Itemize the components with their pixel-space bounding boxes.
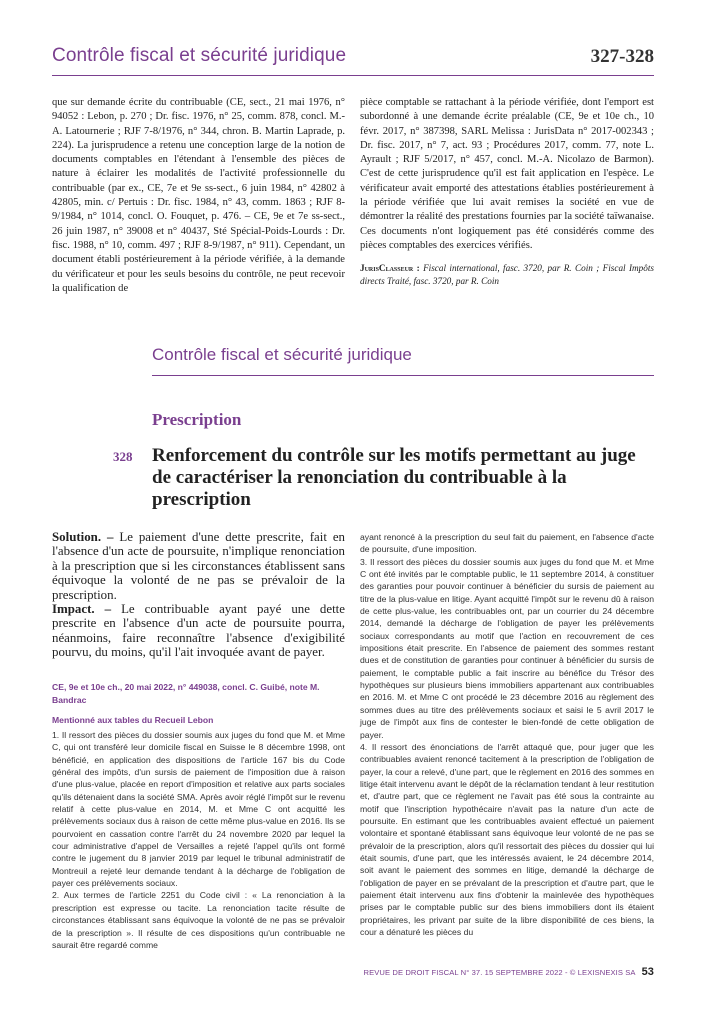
solution-text: Le paiement d'une dette prescrite, fait en l'absence d'un acte de poursuite, n'implique renonciation à la prescription que si les circonstances établissent sans équivoque la volonté de ne pas se prévaloir de la prescription.: [52, 530, 345, 602]
page-footer: [364, 966, 654, 978]
section-rule: [152, 375, 654, 376]
citation-lebon: Mentionné aux tables du Recueil Lebon: [52, 715, 214, 725]
decision-citation: [52, 681, 345, 727]
decision-left-column: [52, 729, 345, 951]
top-left-column: [52, 96, 345, 296]
header-rule: [52, 75, 654, 76]
article-summary: [52, 530, 345, 660]
top-right-column: [360, 96, 654, 287]
solution-label: Solution. –: [52, 530, 114, 544]
impact-label: Impact. –: [52, 602, 112, 617]
footer-journal: REVUE DE DROIT FISCAL N° 37. 15 SEPTEMBRE 2022 - © LEXISNEXIS SA: [363, 968, 636, 977]
decision-paragraph-3: 3. Il ressort des pièces du dossier soumis aux juges du fond que M. et Mme C ont été invités par le comptable public, le 11 septembre 2014, à constituer des garanties pour pouvoir continuer à bénéficier du sursis de paiement au titre de la plus-value en litige. Ayant acquitté l'impôt sur le revenu dû à raison de cette plus-value, les contribuables ont, par un courrier du 24 décembre 2014, demandé la décharge de l'obligation de payer les prélèvements sociaux correspondants au motif que l'action en recouvrement de ces impositions était prescrite. En l'absence de paiement des sommes restant dues et de constitution de garanties pour continuer à bénéficier du sursis de paiement, le comptable public a fait inscrire au bénéfice du Trésor des hypothèques sur plusieurs biens immobiliers appartenant aux contribuables en 2016. M. et Mme C ont procédé le 23 décembre 2016 au règlement des sommes dues au titre des prélèvements sociaux et saisi le 5 avril 2017 le juge de l'impôt aux fins de contester le bien-fondé de cette obligation de payer.: [360, 556, 654, 740]
top-right-paragraph: pièce comptable se rattachant à la période vérifiée, dont l'emport est subordonné à une demande écrite préalable (CE, 9e et 10e ch., 10 févr. 2017, n° 387398, SARL Melissa : JurisData n° 2017-002343 ; Dr. fisc. 2017, n° 7, act. 93 ; Procédures 2017, comm. 77, note L. Ayrault ; RJF 5/2017, n° 457, concl. M.-A. Nicolazo de Barmon). C'est de cette jurisprudence qu'il est fait application en l'espèce. Le vérificateur avait emporté des attestations établies postérieurement à la période vérifiée que lui avait remises la société en vue de démontrer la réalité des prestations fournies par la société taïwanaise. Ces documents n'ont logiquement pas été considérés comme des pièces comptables des exercices vérifiés.: [360, 97, 654, 251]
article-number: 328: [113, 449, 133, 464]
decision-right-column: [360, 531, 654, 938]
jurisclasseur-label: JurisClasseur :: [360, 263, 420, 274]
running-header-title: Contrôle fiscal et sécurité juridique: [52, 45, 347, 66]
decision-paragraph-2-continued: ayant renoncé à la prescription du seul fait du paiement, en l'absence d'acte de poursuite, d'une imposition.: [360, 532, 654, 555]
decision-paragraph-1: 1. Il ressort des pièces du dossier soumis aux juges du fond que M. et Mme C, qui ont transféré leur domicile fiscal en Suisse le 8 décembre 1998, ont bénéficié, en application des dispositions de l'article 167 bis du Code général des impôts, d'un sursis de paiement de l'imposition due à raison d'une plus-value, placée en report d'imposition et relative aux parts sociales qu'ils détenaient dans la société SMA. Après avoir réglé l'impôt sur le revenu relatif à cette plus-value en 2014, M. et Mme C ont acquitté les prélèvements sociaux dus à raison de cette même plus-value en 2016. Ils se pourvoient en cassation contre l'arrêt du 24 novembre 2020 par lequel la cour administrative d'appel de Versailles a rejeté l'appel qu'ils ont formé contre le jugement du 8 janvier 2019 par lequel le tribunal administratif de Montreuil a rejeté leur demande tendant à la décharge de l'obligation de payer ces prélèvements sociaux.: [52, 730, 345, 889]
decision-paragraph-4: 4. Il ressort des énonciations de l'arrêt attaqué que, pour juger que les contribuables avaient renoncé tacitement à la prescription de l'obligation de payer, la cour a relevé, d'une part, que le règlement en 2016 des sommes en litige était intervenu avant le dépôt de la réclamation tendant à leur restitution et, d'autre part, que ce règlement ne l'avait pas été sous la contrainte au motif que l'inscription hypothécaire n'avait pas la nature d'un acte de poursuite. En estimant que les contribuables avaient effectué un paiement volontaire et spontané établissant sans équivoque leur volonté de ne pas se prévaloir de la prescription, alors qu'il ressortait des pièces du dossier qui lui était soumis, d'une part, que les intéressés avaient, le 24 décembre 2014, soit avant le paiement des sommes en litige, demandé la décharge de l'obligation de payer en se prévalant de la prescription et d'autre part, que le paiement était intervenu aux fins d'obtenir la mainlevée des hypothèques prises par le comptable public sur des biens immobiliers dont ils étaient propriétaires, les privant par suite de la libre disponibilité de ces biens, la cour a dénaturé les pièces du: [360, 741, 654, 937]
article-title: Renforcement du contrôle sur les motifs permettant au juge de caractériser la renonciation du contribuable à la prescription: [152, 445, 636, 510]
footer-page-number: 53: [641, 966, 654, 978]
solution-paragraph: [52, 530, 345, 602]
section-title: Contrôle fiscal et sécurité juridique: [152, 345, 412, 364]
running-header-page-range: 327-328: [590, 46, 654, 67]
impact-text: Le contribuable ayant payé une dette prescrite en l'absence d'un acte de poursuite pourra, néanmoins, faire reconnaître l'absence d'exigibilité pourvu, du moins, qu'il l'ait invoquée avant de payer.: [52, 602, 345, 660]
top-left-paragraph: que sur demande écrite du contribuable (CE, sect., 21 mai 1976, n° 94052 : Lebon, p. 270 ; Dr. fisc. 1976, n° 25, comm. 878, concl. M.-A. Latournerie ; RJF 7-8/1976, n° 344, chron. B. Martin Laprade, p. 224). La jurisprudence a retenu une conception large de la notion de documents comptables en l'étendant à l'ensemble des pièces de nature à éclairer les modalités de l'activité professionnelle du contribuable (par ex., CE, 7e et 9e ss-sect., 6 juin 1984, n° 42802 à 42805, min. c/ Pertuis : Dr. fisc. 1984, n° 43, comm. 1863 ; RJF 8-9/1984, n° 1014, concl. O. Fouquet, p. 476. – CE, 9e et 7e ss-sect., 26 juin 1987, n° 39008 et n° 40437, Sté Spécial-Poids-Lourds : Dr. fisc. 1988, n° 10, comm. 497 ; RJF 8-9/1987, n° 911). Cependant, un document établi postérieurement à la période vérifiée, à la demande du vérificateur et pour les seuls besoins du contrôle, ne peut recevoir la qualification de: [52, 97, 345, 294]
jurisclasseur-reference: [360, 262, 654, 287]
jurisclasseur-text: Fiscal international, fasc. 3720, par R. Coin ; Fiscal Impôts directs Traité, fasc. 3720, par R. Coin: [360, 263, 654, 286]
section-subtitle: Prescription: [152, 410, 242, 429]
decision-paragraph-2: 2. Aux termes de l'article 2251 du Code civil : « La renonciation à la prescription est expresse ou tacite. La renonciation tacite résulte de circonstances établissant sans équivoque la volonté de ne pas se prévaloir de la prescription ». Il résulte de ces dispositions qu'un contribuable ne saurait être regardé comme: [52, 890, 345, 950]
citation-reference: CE, 9e et 10e ch., 20 mai 2022, n° 449038, concl. C. Guibé, note M. Bandrac: [52, 682, 320, 705]
impact-paragraph: [52, 602, 345, 660]
